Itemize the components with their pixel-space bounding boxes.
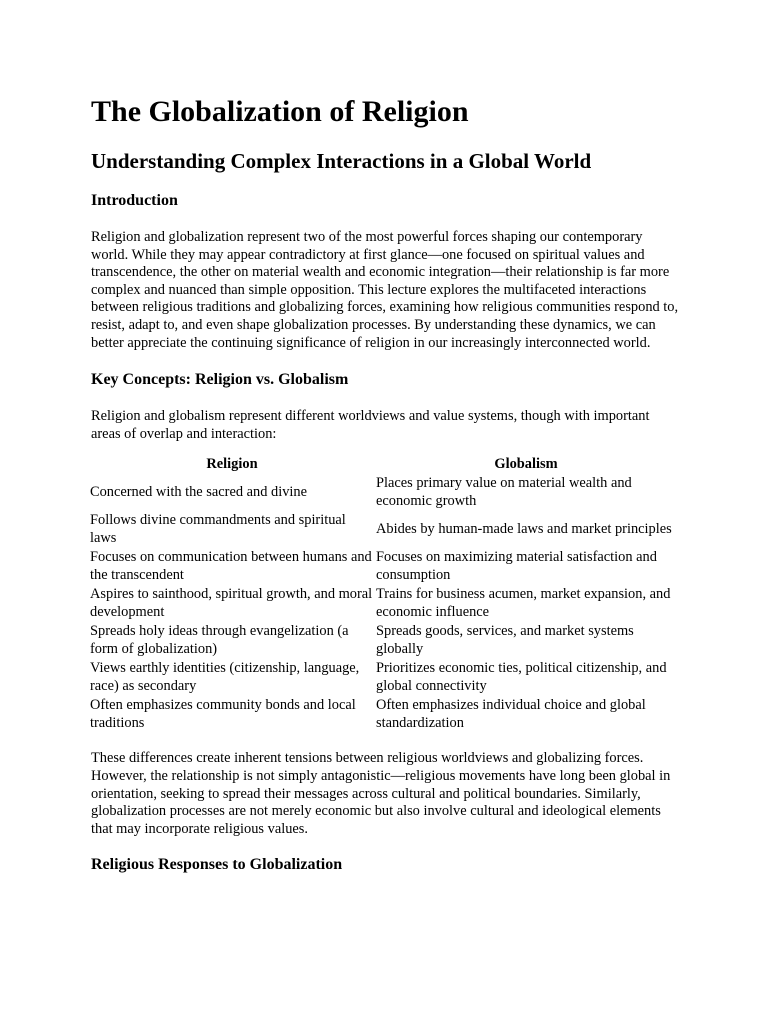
page-title: The Globalization of Religion (91, 95, 469, 128)
differences-paragraph: These differences create inherent tensions between religious worldviews and globalizing forces. However, the relationship is not simply antagonistic—religious movements have long been global in orientation, seeking to spread their messages across cultural and political boundaries. Similarly, globalization processes are not merely economic but also involve cultural and ideological elements that may incorporate religious values. (91, 750, 671, 837)
column-header-globalism: Globalism (494, 456, 558, 473)
table-cell-religion: Views earthly identities (citizenship, language, race) as secondary (90, 660, 360, 694)
comparison-table (89, 455, 677, 733)
religious-responses-heading: Religious Responses to Globalization (91, 856, 343, 874)
table-cell-globalism: Prioritizes economic ties, political citizenship, and global connectivity (376, 660, 667, 694)
table-row (89, 548, 677, 585)
key-concepts-heading: Key Concepts: Religion vs. Globalism (91, 371, 349, 389)
table-cell-globalism: Focuses on maximizing material satisfaction and consumption (376, 549, 657, 583)
table-cell-religion: Often emphasizes community bonds and local traditions (90, 697, 356, 731)
table-cell-globalism: Places primary value on material wealth and economic growth (376, 475, 632, 509)
table-row (89, 511, 677, 548)
table-cell-globalism: Abides by human-made laws and market principles (376, 521, 672, 538)
table-row (89, 474, 677, 511)
introduction-heading: Introduction (91, 192, 178, 209)
table-cell-globalism: Often emphasizes individual choice and global standardization (376, 697, 646, 731)
table-row (89, 585, 677, 622)
table-cell-globalism: Spreads goods, services, and market systems globally (376, 623, 634, 657)
table-cell-religion: Concerned with the sacred and divine (90, 484, 307, 501)
table-row (89, 622, 677, 659)
table-row (89, 659, 677, 696)
table-cell-religion: Follows divine commandments and spiritual laws (90, 512, 346, 546)
table-header-row (89, 455, 677, 474)
page-subtitle: Understanding Complex Interactions in a Global World (91, 149, 592, 173)
table-cell-globalism: Trains for business acumen, market expansion, and economic influence (376, 586, 671, 620)
introduction-paragraph: Religion and globalization represent two of the most powerful forces shaping our contemporary world. While they may appear contradictory at first glance—one focused on spiritual values and transcendence, the other on material wealth and economic integration—their relationship is far more complex and nuanced than simple opposition. This lecture explores the multifaceted interactions between religious traditions and globalizing forces, examining how religious communities respond to, resist, adapt to, and even shape globalization processes. By understanding these dynamics, we can better appreciate the continuing significance of religion in our increasingly interconnected world. (91, 229, 679, 351)
document-page (91, 94, 681, 875)
key-concepts-intro: Religion and globalism represent different worldviews and value systems, though with important areas of overlap and interaction: (91, 408, 650, 442)
table-cell-religion: Spreads holy ideas through evangelization (a form of globalization) (90, 623, 349, 657)
table-row (89, 696, 677, 733)
column-header-religion: Religion (206, 456, 258, 473)
table-cell-religion: Aspires to sainthood, spiritual growth, and moral development (90, 586, 373, 620)
table-cell-religion: Focuses on communication between humans and the transcendent (90, 549, 372, 583)
